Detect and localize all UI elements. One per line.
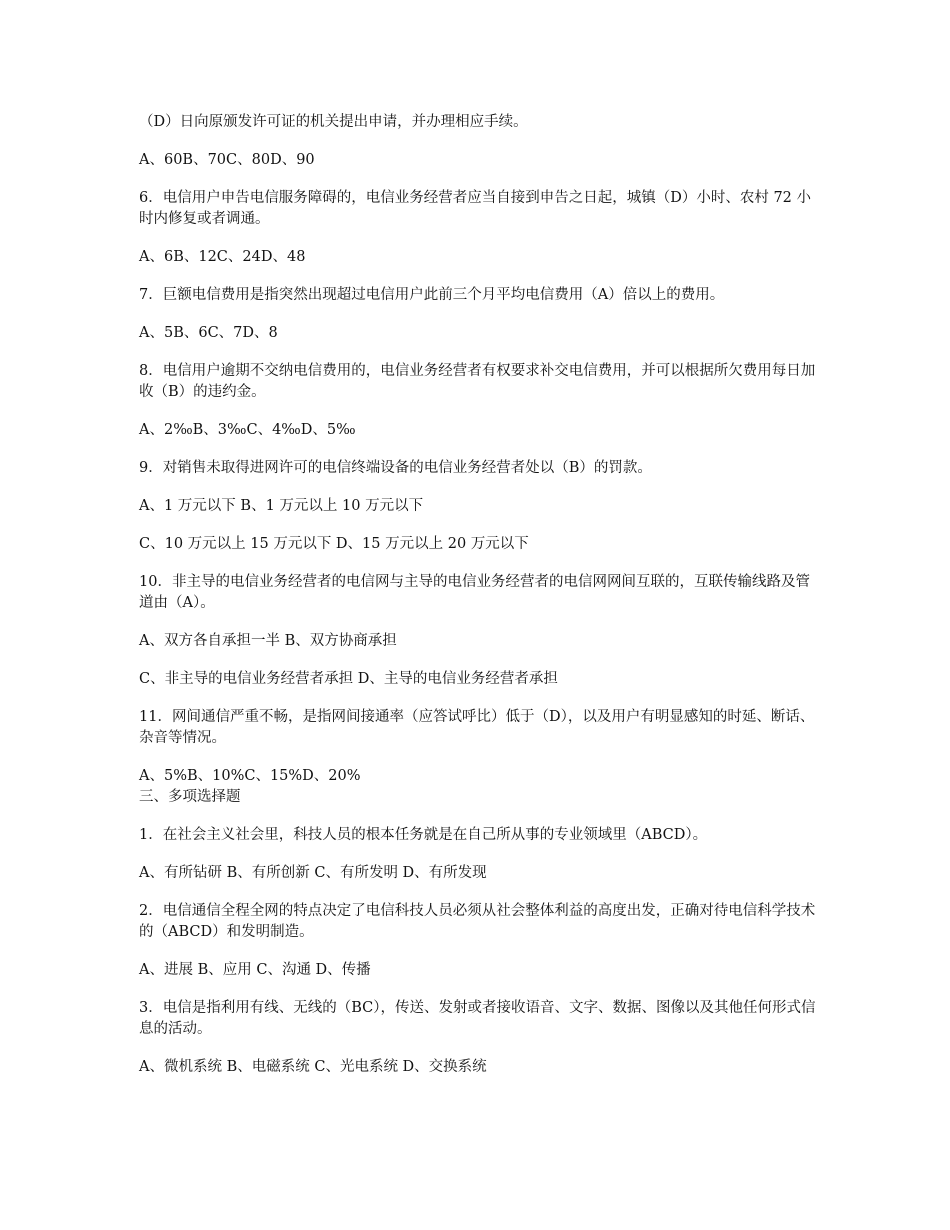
question-text: 7．巨额电信费用是指突然出现超过电信用户此前三个月平均电信费用（A）倍以上的费用。 [139,287,725,303]
answer-options: A、微机系统 B、电磁系统 C、光电系统 D、交换系统 [139,1059,487,1075]
answer-options: A、5B、6C、7D、8 [139,325,278,341]
answer-options: A、60B、70C、80D、90 [139,152,315,168]
question-text: 9．对销售未取得进网许可的电信终端设备的电信业务经营者处以（B）的罚款。 [139,460,652,476]
answer-options: A、2‰B、3‰C、4‰D、5‰ [139,422,356,438]
answer-options: C、10 万元以上 15 万元以下 D、15 万元以上 20 万元以下 [139,536,529,552]
answer-options: A、进展 B、应用 C、沟通 D、传播 [139,962,371,978]
question-text: 10．非主导的电信业务经营者的电信网与主导的电信业务经营者的电信网网间互联的，互联传输线路及管道由（A）。 [139,574,810,611]
question-text: 3．电信是指利用有线、无线的（BC），传送、发射或者接收语音、文字、数据、图像以及其他任何形式信息的活动。 [139,1000,816,1037]
question-text: 2．电信通信全程全网的特点决定了电信科技人员必须从社会整体利益的高度出发，正确对待电信科学技术的（ABCD）和发明制造。 [139,903,816,940]
document-body [139,112,819,1095]
question-text: 8．电信用户逾期不交纳电信费用的，电信业务经营者有权要求补交电信费用，并可以根据所欠费用每日加收（B）的违约金。 [139,363,816,400]
answer-options: C、非主导的电信业务经营者承担 D、主导的电信业务经营者承担 [139,671,558,687]
question-text: 11．网间通信严重不畅，是指网间接通率（应答试呼比）低于（D），以及用户有明显感知的时延、断话、杂音等情况。 [139,709,815,746]
section-heading: 三、多项选择题 [139,789,241,805]
question-text: （D）日向原颁发许可证的机关提出申请，并办理相应手续。 [139,114,528,130]
answer-options: A、有所钻研 B、有所创新 C、有所发明 D、有所发现 [139,865,487,881]
question-text: 1．在社会主义社会里，科技人员的根本任务就是在自己所从事的专业领域里（ABCD）。 [139,827,708,843]
question-text: 6．电信用户申告电信服务障碍的，电信业务经营者应当自接到申告之日起，城镇（D）小时、农村 72 小时内修复或者调通。 [139,190,812,227]
answer-options: A、6B、12C、24D、48 [139,249,306,265]
answer-options: A、双方各自承担一半 B、双方协商承担 [139,633,397,649]
answer-options: A、1 万元以下 B、1 万元以上 10 万元以下 [139,498,424,514]
answer-options: A、5%B、10%C、15%D、20% [139,768,361,784]
